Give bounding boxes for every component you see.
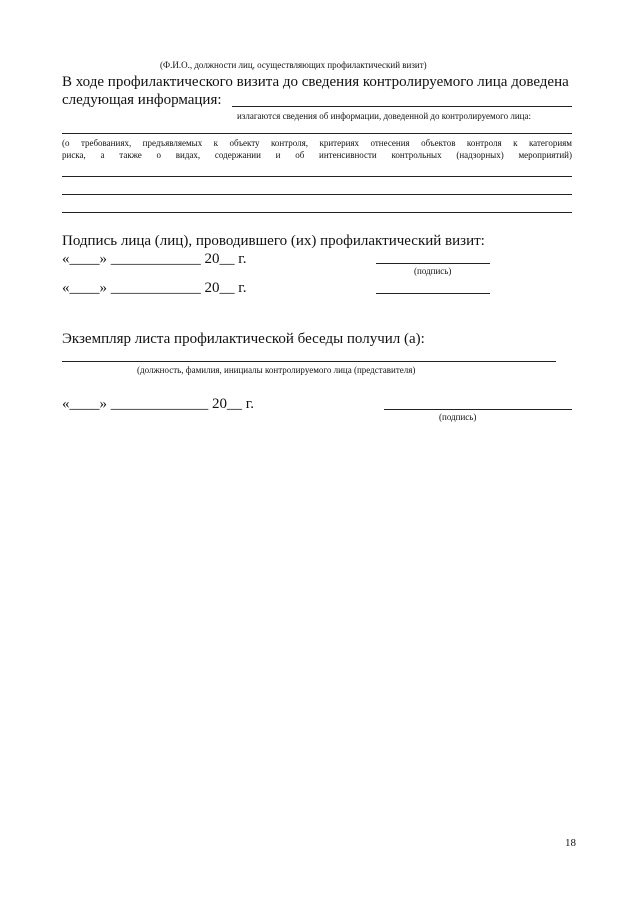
signature-line-2 xyxy=(376,293,490,294)
signature-line-3 xyxy=(384,409,572,410)
info-statement-line2: следующая информация: xyxy=(62,92,222,108)
blank-line-3 xyxy=(62,194,572,195)
blank-line-1 xyxy=(62,133,572,134)
copy-recipient-line xyxy=(62,361,556,362)
requirements-line2: риска, а также о видах, содержании и об интенсивности контрольных (надзорных) мероприятий) xyxy=(62,150,572,160)
signature-heading: Подпись лица (лиц), проводившего (их) профилактический визит: xyxy=(62,233,485,249)
requirements-line1: (о требованиях, предъявляемых к объекту контроля, критериях отнесения объектов контроля к категориям xyxy=(62,138,572,148)
page-number: 18 xyxy=(565,837,576,849)
date-line-3: «____» _____________ 20__ г. xyxy=(62,396,254,412)
date-line-2: «____» ____________ 20__ г. xyxy=(62,280,247,296)
info-statement-line1: В ходе профилактического визита до сведения контролируемого лица доведена xyxy=(62,74,569,90)
info-underline xyxy=(232,106,572,107)
blank-line-4 xyxy=(62,212,572,213)
info-hint: излагаются сведения об информации, доведенной до контролируемого лица: xyxy=(237,111,531,121)
signature-label-3: (подпись) xyxy=(439,412,477,422)
signature-label-1: (подпись) xyxy=(414,266,452,276)
copy-heading: Экземпляр листа профилактической беседы получил (а): xyxy=(62,331,425,347)
copy-hint: (должность, фамилия, инициалы контролируемого лица (представителя) xyxy=(137,365,416,375)
signature-line-1 xyxy=(376,263,490,264)
fio-caption: (Ф.И.О., должности лиц, осуществляющих профилактический визит) xyxy=(160,60,427,70)
blank-line-2 xyxy=(62,176,572,177)
date-line-1: «____» ____________ 20__ г. xyxy=(62,251,247,267)
